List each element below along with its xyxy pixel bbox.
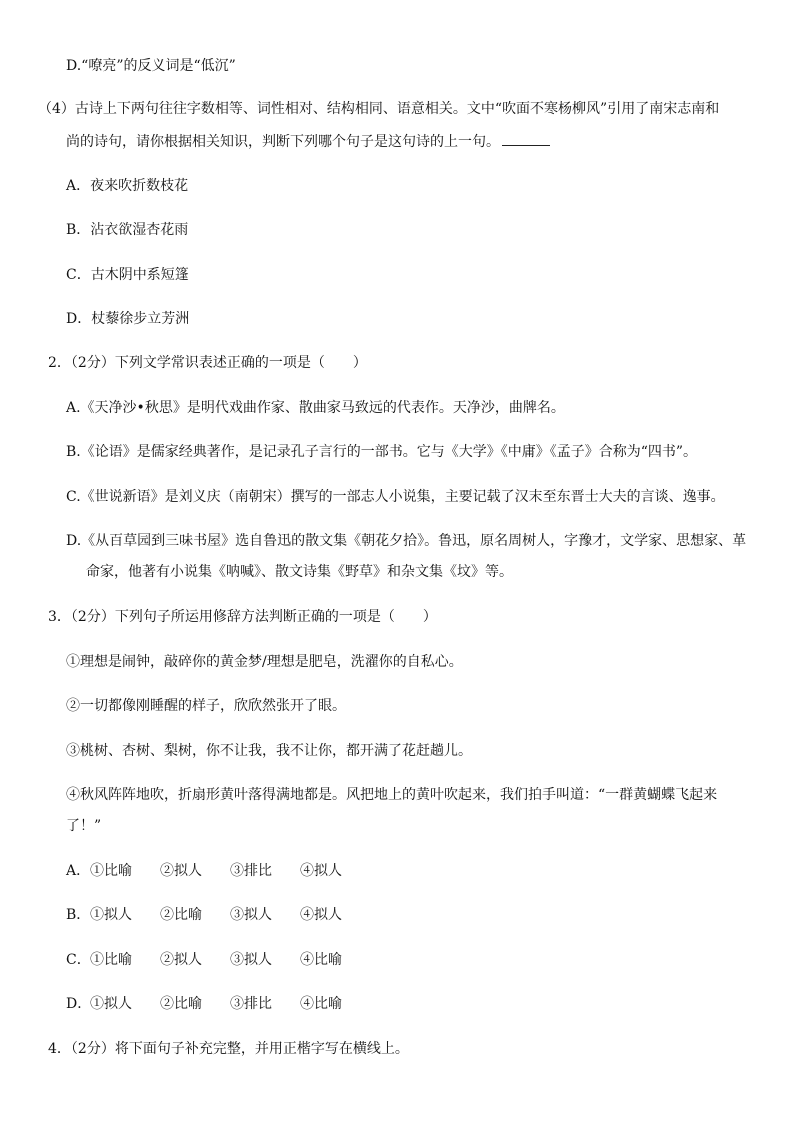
q2-option-c[interactable]: C.《世说新语》是刘义庆（南朝宋）撰写的一部志人小说集，主要记载了汉末至东晋士大夫的言谈、逸事。 (66, 489, 725, 505)
q3-sentence-4-line2: 了！” (66, 818, 102, 834)
option-item: ③拟人 (230, 952, 272, 968)
option-item: ④比喻 (300, 952, 342, 968)
q1-4-option-a[interactable]: A．夜来吹折数枝花 (66, 178, 189, 194)
option-letter: D． (66, 996, 92, 1012)
option-letter: C． (66, 952, 91, 968)
option-item: ③排比 (230, 863, 272, 879)
q1-4-option-c[interactable]: C．古木阴中系短篷 (66, 267, 189, 283)
option-item: ①比喻 (90, 863, 132, 879)
q2-stem: 2．（2分）下列文学常识表述正确的一项是（ ） (48, 355, 367, 371)
q3-option-c[interactable] (66, 950, 342, 970)
q2-option-b[interactable]: B.《论语》是儒家经典著作，是记录孔子言行的一部书。它与《大学》《中庸》《孟子》合称为“四书”。 (66, 444, 698, 460)
q1-4-stem-line1: （4）古诗上下两句往往字数相等、词性相对、结构相同、语意相关。文中“吹面不寒杨柳风”引用了南宋志南和 (38, 101, 720, 117)
q3-sentence-3: ③桃树、杏树、梨树，你不让我，我不让你，都开满了花赶趟儿。 (66, 743, 472, 759)
option-letter: B． (66, 907, 91, 923)
option-item: ①比喻 (90, 952, 132, 968)
q3-sentence-4-line1: ④秋风阵阵地吹，折扇形黄叶落得满地都是。风把地上的黄叶吹起来，我们拍手叫道：“一群黄蝴蝶飞起来 (66, 787, 718, 803)
q4-stem: 4．（2分）将下面句子补充完整，并用正楷字写在横线上。 (48, 1041, 409, 1057)
q1-option-d-prev: D.“嘹亮”的反义词是“低沉” (66, 58, 236, 74)
q1-4-option-d[interactable]: D．杖藜徐步立芳洲 (66, 311, 190, 327)
option-item: ④比喻 (300, 996, 342, 1012)
option-item: ②比喻 (160, 907, 202, 923)
answer-blank[interactable] (502, 131, 550, 146)
q2-option-d-line2: 命家，他著有小说集《呐喊》、散文诗集《野草》和杂文集《坟》等。 (86, 564, 513, 580)
q3-sentence-1: ①理想是闹钟，敲碎你的黄金梦/理想是肥皂，洗濯你的自私心。 (66, 654, 463, 670)
option-letter: A． (66, 863, 91, 879)
option-item: ④拟人 (300, 863, 342, 879)
q3-option-b[interactable] (66, 905, 342, 925)
option-item: ③拟人 (230, 907, 272, 923)
q1-4-stem-line2: 尚的诗句，请你根据相关知识，判断下列哪个句子是这句诗的上一句。 (66, 131, 550, 152)
option-item: ①拟人 (90, 907, 132, 923)
option-item: ①拟人 (90, 996, 132, 1012)
q3-option-a[interactable] (66, 861, 342, 881)
q3-option-d[interactable] (66, 994, 342, 1014)
q2-option-d-line1[interactable]: D.《从百草园到三味书屋》选自鲁迅的散文集《朝花夕拾》。鲁迅，原名周树人，字豫才，文学家、思想家、革 (66, 533, 747, 549)
option-item: ②拟人 (160, 952, 202, 968)
q2-option-a[interactable]: A.《天净沙•秋思》是明代戏曲作家、散曲家马致远的代表作。天净沙，曲牌名。 (66, 400, 565, 416)
option-item: ③排比 (230, 996, 272, 1012)
q3-sentence-2: ②一切都像刚睡醒的样子，欣欣然张开了眼。 (66, 698, 346, 714)
option-item: ②比喻 (160, 996, 202, 1012)
option-item: ②拟人 (160, 863, 202, 879)
option-item: ④拟人 (300, 907, 342, 923)
q1-4-option-b[interactable]: B．沾衣欲湿杏花雨 (66, 222, 189, 238)
q3-stem: 3．（2分）下列句子所运用修辞方法判断正确的一项是（ ） (48, 609, 437, 625)
